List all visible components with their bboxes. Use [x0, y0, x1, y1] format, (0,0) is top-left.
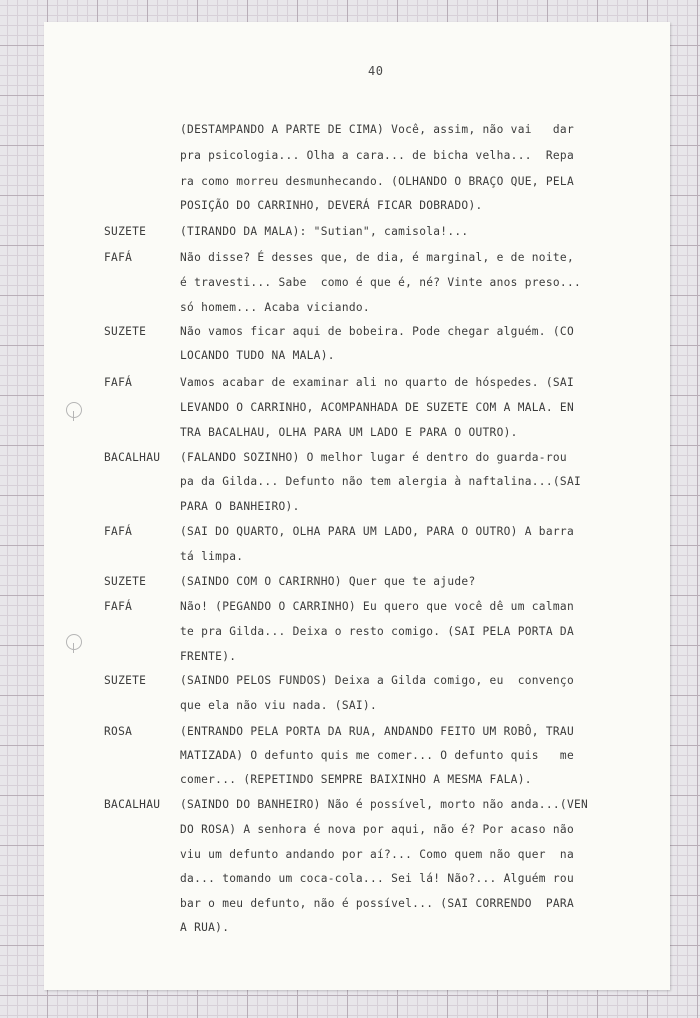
dialogue-line: só homem... Acaba viciando. — [180, 301, 370, 314]
dialogue-line: LOCANDO TUDO NA MALA). — [180, 349, 335, 362]
dialogue-line: Não disse? É desses que, de dia, é marginal, e de noite, — [180, 251, 574, 264]
dialogue-line: Não vamos ficar aqui de bobeira. Pode chegar alguém. (CO — [180, 325, 574, 338]
dialogue-line: bar o meu defunto, não é possível... (SAI CORRENDO PARA — [180, 897, 574, 910]
script-page — [44, 22, 670, 990]
speaker-name: SUZETE — [104, 325, 147, 338]
dialogue-line: (TIRANDO DA MALA): "Sutian", camisola!... — [180, 225, 469, 238]
speaker-name: SUZETE — [104, 225, 147, 238]
dialogue-line: pa da Gilda... Defunto não tem alergia à naftalina...(SAI — [180, 475, 582, 488]
dialogue-line: (SAINDO DO BANHEIRO) Não é possível, morto não anda...(VEN — [180, 798, 589, 811]
speaker-name: BACALHAU — [104, 798, 161, 811]
dialogue-line: PARA O BANHEIRO). — [180, 500, 300, 513]
dialogue-line: (FALANDO SOZINHO) O melhor lugar é dentro do guarda-rou — [180, 451, 567, 464]
dialogue-line: A RUA). — [180, 921, 230, 934]
dialogue-line: FRENTE). — [180, 650, 237, 663]
dialogue-line: comer... (REPETINDO SEMPRE BAIXINHO A MESMA FALA). — [180, 773, 532, 786]
dialogue-line: ra como morreu desmunhecando. (OLHANDO O BRAÇO QUE, PELA — [180, 175, 574, 188]
dialogue-line: (SAINDO COM O CARIRNHO) Quer que te ajude? — [180, 575, 476, 588]
dialogue-line: te pra Gilda... Deixa o resto comigo. (SAI PELA PORTA DA — [180, 625, 574, 638]
speaker-name: BACALHAU — [104, 451, 161, 464]
dialogue-line: pra psicologia... Olha a cara... de bicha velha... Repa — [180, 149, 574, 162]
dialogue-line: MATIZADA) O defunto quis me comer... O defunto quis me — [180, 749, 574, 762]
dialogue-line: viu um defunto andando por aí?... Como quem não quer na — [180, 848, 574, 861]
dialogue-line: Vamos acabar de examinar ali no quarto de hóspedes. (SAI — [180, 376, 574, 389]
dialogue-line: LEVANDO O CARRINHO, ACOMPANHADA DE SUZETE COM A MALA. EN — [180, 401, 574, 414]
dialogue-line: tá limpa. — [180, 550, 244, 563]
speaker-name: FAFÁ — [104, 376, 133, 389]
speaker-name: FAFÁ — [104, 251, 133, 264]
dialogue-line: (SAINDO PELOS FUNDOS) Deixa a Gilda comigo, eu convenço — [180, 674, 574, 687]
speaker-name: SUZETE — [104, 674, 147, 687]
dialogue-line: (DESTAMPANDO A PARTE DE CIMA) Você, assim, não vai dar — [180, 123, 574, 136]
punch-hole-mark — [66, 402, 82, 418]
speaker-name: FAFÁ — [104, 525, 133, 538]
dialogue-line: da... tomando um coca-cola... Sei lá! Não?... Alguém rou — [180, 872, 574, 885]
dialogue-line: é travesti... Sabe como é que é, né? Vinte anos preso... — [180, 276, 582, 289]
page-number: 40 — [368, 64, 384, 78]
dialogue-line: (ENTRANDO PELA PORTA DA RUA, ANDANDO FEITO UM ROBÔ, TRAU — [180, 725, 574, 738]
speaker-name: SUZETE — [104, 575, 147, 588]
dialogue-line: DO ROSA) A senhora é nova por aqui, não é? Por acaso não — [180, 823, 574, 836]
dialogue-line: POSIÇÃO DO CARRINHO, DEVERÁ FICAR DOBRADO). — [180, 199, 483, 212]
dialogue-line: Não! (PEGANDO O CARRINHO) Eu quero que você dê um calman — [180, 600, 574, 613]
punch-hole-mark — [66, 634, 82, 650]
dialogue-line: (SAI DO QUARTO, OLHA PARA UM LADO, PARA O OUTRO) A barra — [180, 525, 574, 538]
speaker-name: FAFÁ — [104, 600, 133, 613]
dialogue-line: que ela não viu nada. (SAI). — [180, 699, 377, 712]
dialogue-line: TRA BACALHAU, OLHA PARA UM LADO E PARA O OUTRO). — [180, 426, 518, 439]
speaker-name: ROSA — [104, 725, 133, 738]
